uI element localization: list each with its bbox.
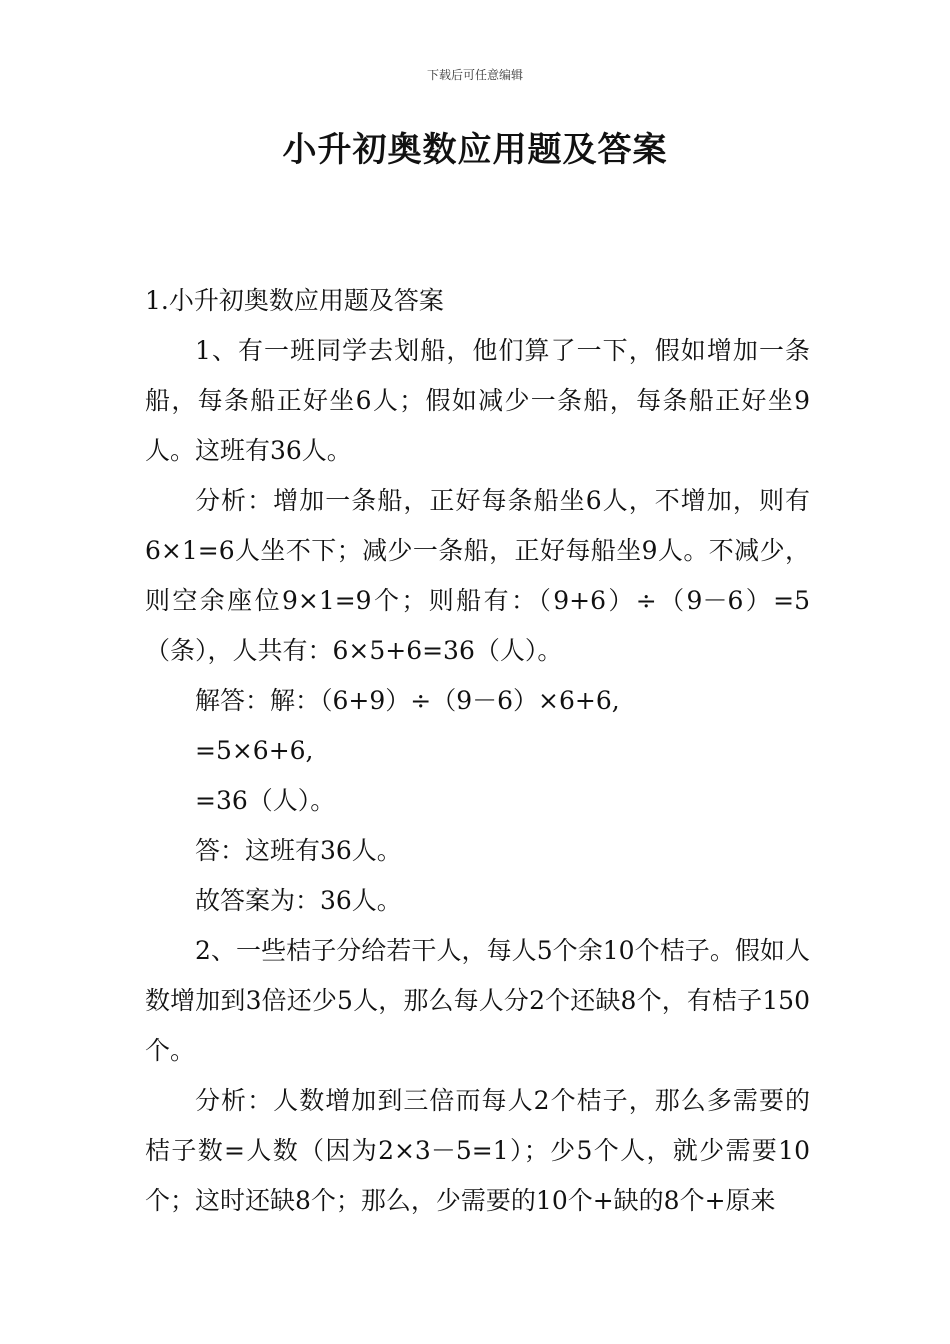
page-title: 小升初奥数应用题及答案 <box>282 130 668 170</box>
problem-2-analysis: 分析：人数增加到三倍而每人2个桔子，那么多需要的桔子数=人数（因为2×3－5=1）；少5个人，就少需要10个；这时还缺8个；那么，少需要的10个+缺的8个+原来 <box>145 1086 810 1215</box>
problem-1-paragraph: 1、有一班同学去划船，他们算了一下，假如增加一条船，每条船正好坐6人；假如减少一条船，每条船正好坐9人。这班有36人。 <box>145 336 810 465</box>
problem-1-final-answer: 故答案为：36人。 <box>195 886 402 915</box>
problem-2-paragraph: 2、一些桔子分给若干人，每人5个余10个桔子。假如人数增加到3倍还少5人，那么每人分2个还缺8个，有桔子150个。 <box>145 936 810 1065</box>
problem-1-answer: 答：这班有36人。 <box>195 836 402 865</box>
document-body <box>145 276 810 1226</box>
problem-1-analysis: 分析：增加一条船，正好每条船坐6人，不增加，则有6×1=6人坐不下；减少一条船，正好每船坐9人。不减少，则空余座位9×1=9个；则船有：（9+6）÷（9－6）=5（条），人共有：6×5+6=36（人）。 <box>145 486 810 665</box>
header-note: 下载后可任意编辑 <box>426 68 523 82</box>
problem-1-step-2: =36（人）。 <box>195 786 336 815</box>
section-heading: 1.小升初奥数应用题及答案 <box>145 286 444 315</box>
problem-1-solution: 解答：解：（6+9）÷（9－6）×6+6, <box>195 686 620 715</box>
problem-1-step-1: =5×6+6, <box>195 736 314 765</box>
